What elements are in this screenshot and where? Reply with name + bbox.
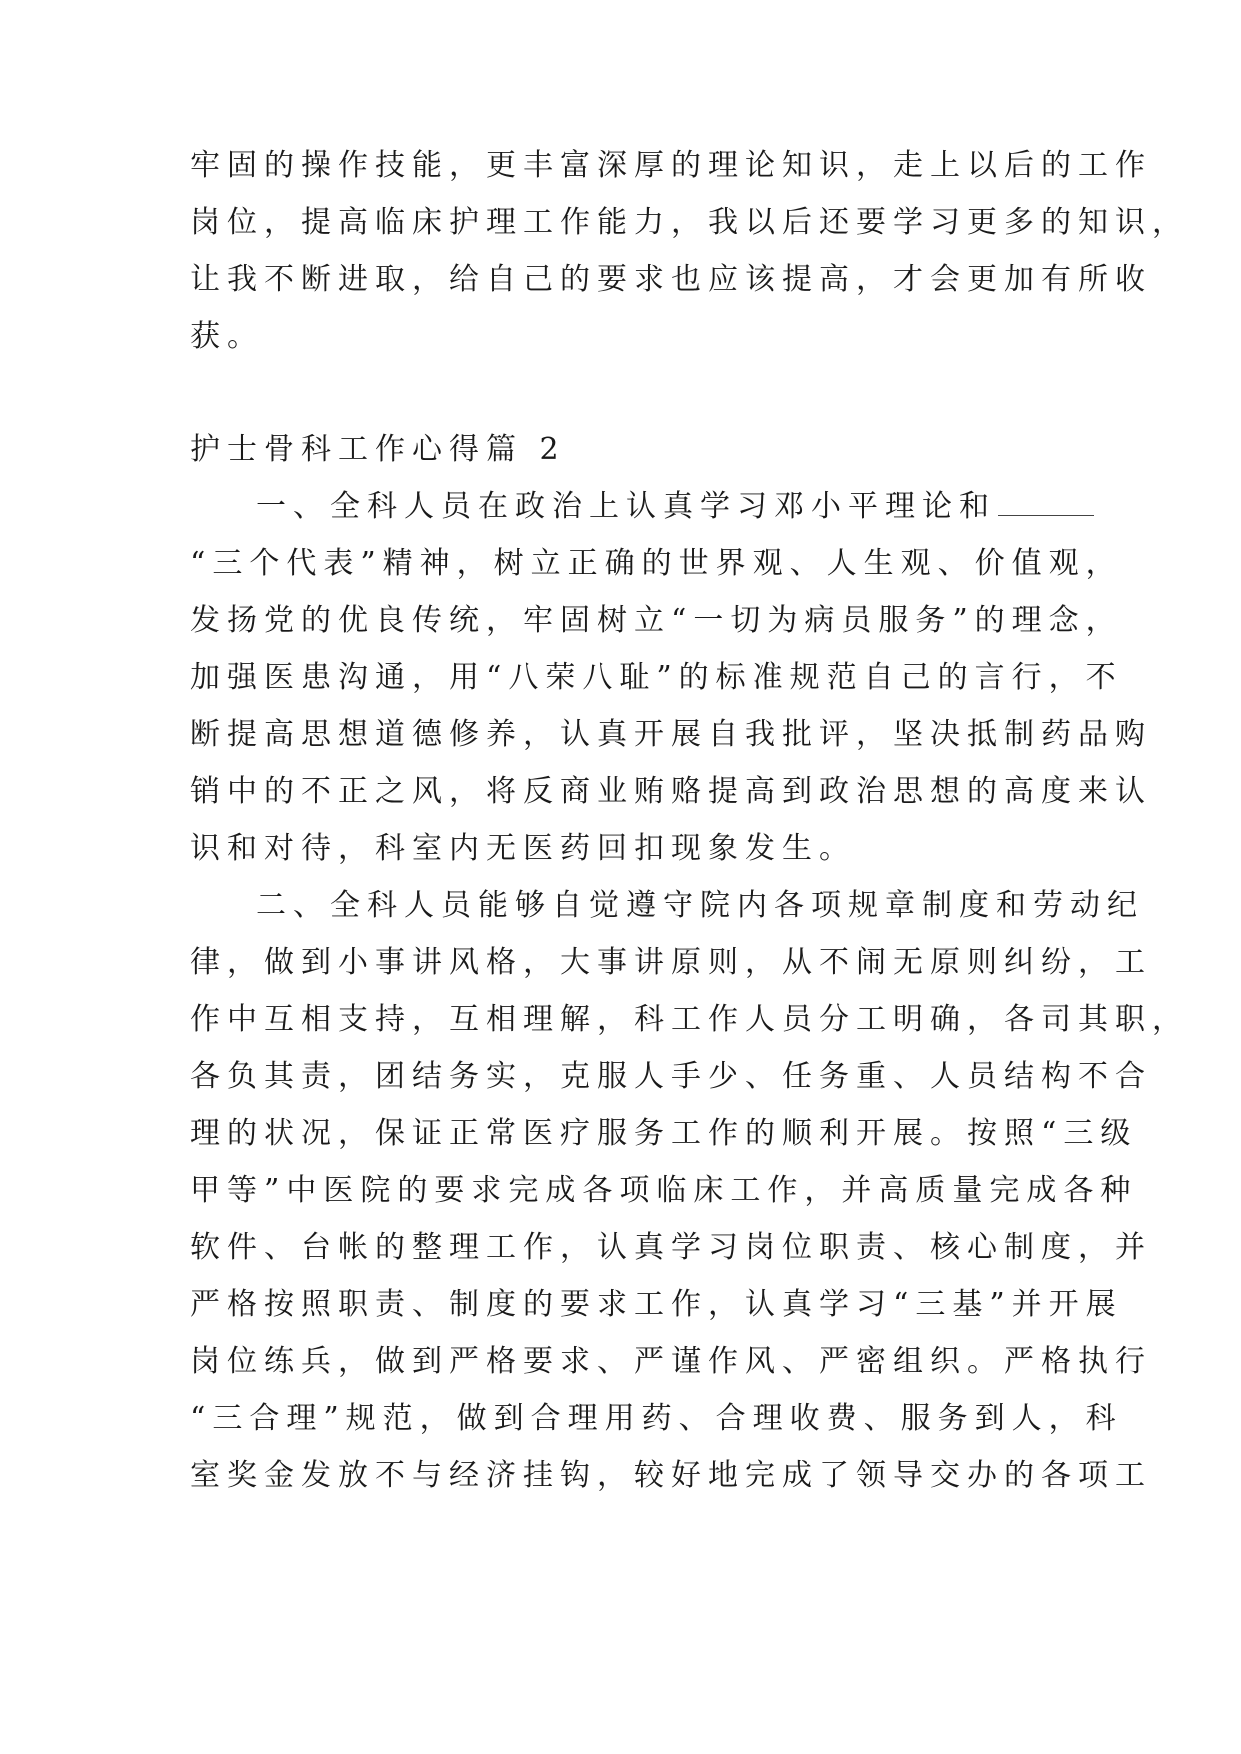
- para1-line-1: [256, 487, 1070, 527]
- para2-line-5: 理的状况，保证正常医疗服务工作的顺利开展。按照“三级: [190, 1116, 1138, 1151]
- para2-line-1: 二、全科人员能够自觉遵守院内各项规章制度和劳动纪: [256, 888, 1144, 923]
- para2-line-7: 软件、台帐的整理工作，认真学习岗位职责、核心制度，并: [190, 1230, 1152, 1265]
- para2-line-6: 甲等”中医院的要求完成各项临床工作，并高质量完成各种: [190, 1173, 1138, 1208]
- fill-in-blank: [998, 489, 1094, 516]
- para1-line-5: 断提高思想道德修养，认真开展自我批评，坚决抵制药品购: [190, 717, 1152, 752]
- intro-line-4: 获。: [190, 319, 264, 354]
- intro-line-1: 牢固的操作技能，更丰富深厚的理论知识，走上以后的工作: [190, 148, 1152, 183]
- para2-line-9: 岗位练兵，做到严格要求、严谨作风、严密组织。严格执行: [190, 1344, 1152, 1379]
- para2-line-3: 作中互相支持，互相理解，科工作人员分工明确，各司其职，: [190, 1002, 1189, 1037]
- para1-line-6: 销中的不正之风，将反商业贿赂提高到政治思想的高度来认: [190, 774, 1152, 809]
- para2-line-2: 律，做到小事讲风格，大事讲原则，从不闹无原则纠纷，工: [190, 945, 1152, 980]
- para1-line-7: 识和对待，科室内无医药回扣现象发生。: [190, 831, 856, 866]
- para1-line-1-text: 一、全科人员在政治上认真学习邓小平理论和: [256, 489, 996, 524]
- para2-line-4: 各负其责，团结务实，克服人手少、任务重、人员结构不合: [190, 1059, 1152, 1094]
- intro-line-2: 岗位，提高临床护理工作能力，我以后还要学习更多的知识，: [190, 205, 1189, 240]
- para1-line-3: 发扬党的优良传统，牢固树立“一切为病员服务”的理念，: [190, 603, 1123, 638]
- para2-line-8: 严格按照职责、制度的要求工作，认真学习“三基”并开展: [190, 1287, 1123, 1322]
- para2-line-11: 室奖金发放不与经济挂钩，较好地完成了领导交办的各项工: [190, 1458, 1152, 1493]
- intro-line-3: 让我不断进取，给自己的要求也应该提高，才会更加有所收: [190, 262, 1152, 297]
- section-title: 护士骨科工作心得篇 2: [190, 432, 566, 467]
- para1-line-2: “三个代表”精神，树立正确的世界观、人生观、价值观，: [190, 546, 1123, 581]
- para1-line-4: 加强医患沟通，用“八荣八耻”的标准规范自己的言行，不: [190, 660, 1123, 695]
- para2-line-10: “三合理”规范，做到合理用药、合理收费、服务到人，科: [190, 1401, 1123, 1436]
